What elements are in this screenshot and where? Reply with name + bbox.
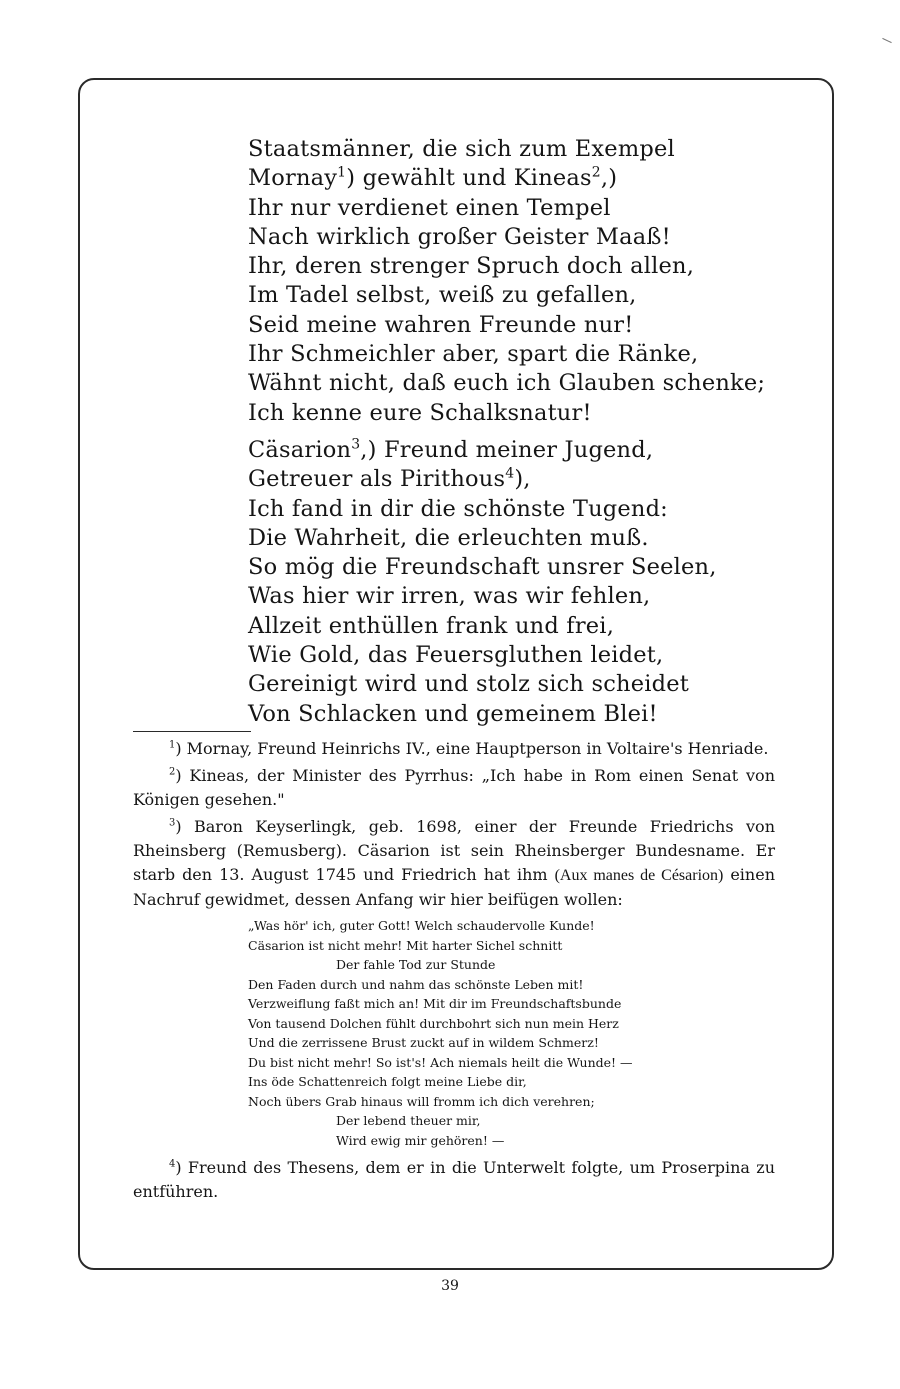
verse-text: Allzeit enthüllen frank und frei, [248,612,615,639]
verse-text: Ihr nur verdienet einen Tempel [248,194,611,221]
quote-line: Wird ewig mir gehören! — [336,1132,505,1148]
footnote-reference: 1 [337,164,347,181]
quote-line: Noch übers Grab hinaus will fromm ich dich verehren; [248,1093,595,1109]
footnote-reference: 2 [591,164,601,181]
quote-line: Der lebend theuer mir, [336,1113,481,1128]
verse-text: Gereinigt wird und stolz sich scheidet [248,671,689,698]
verse-text: ,) Freund meiner Jugend, [360,436,654,463]
footnote-marker: 2 [169,766,176,778]
footnote-marker: 4 [169,1158,176,1170]
verse-text: Im Tadel selbst, weiß zu gefallen, [248,282,637,309]
quote-line: Den Faden durch und nahm das schönste Leben mit! [248,976,584,992]
verse-text: Die Wahrheit, die erleuchten muß. [248,524,649,551]
verse-text: Was hier wir irren, was wir fehlen, [248,583,651,610]
quote-line: Du bist nicht mehr! So ist's! Ach niemals heilt die Wunde! — [248,1054,633,1070]
footnote-text: ) Baron Keyserlingk, geb. 1698, einer der Freunde Friedrichs von Rheinsberg (Remusberg). Cäsarion ist sein Rheinsberger Bundesname. Er starb den 13. August 1745 und Friedrich hat ihm [133,817,775,884]
verse-line [248,135,808,164]
verse-text: Ich fand in dir die schönste Tugend: [248,495,668,522]
verse-line [248,670,808,699]
verse-line [248,252,808,281]
footnote-divider [133,731,251,732]
verse-line [248,194,808,223]
verse-text: Seid meine wahren Freunde nur! [248,311,634,338]
verse-line [248,281,808,310]
verse-text: Mornay [248,165,338,192]
verse-text: Staatsmänner, die sich zum Exempel [248,136,675,162]
verse-text: ) gewählt und Kineas [346,165,592,192]
footnote-1 [133,737,775,761]
verse-line [248,340,808,369]
verse-line [248,495,808,524]
footnote-text: ) Freund des Thesens, dem er in die Unterwelt folgte, um Proserpina zu entführen. [133,1158,775,1201]
verse-text: Von Schlacken und gemeinem Blei! [248,700,658,727]
quote-line: Ins öde Schattenreich folgt meine Liebe dir, [248,1074,527,1089]
verse-text: Getreuer als Pirithous [248,466,506,493]
quote-line: Verzweiflung faßt mich an! Mit dir im Freundschaftsbunde [248,996,622,1011]
verse-line [248,553,808,582]
footnote-4 [133,1156,775,1204]
footnote-2 [133,764,775,812]
footnote-text: ) Kineas, der Minister des Pyrrhus: „Ich habe in Rom einen Senat von Königen gesehen." [133,766,775,809]
footnote-marker: 3 [169,817,176,829]
verse-text: Ihr Schmeichler aber, spart die Ränke, [248,341,699,368]
quote-line: Der fahle Tod zur Stunde [336,957,496,972]
verse-line [248,524,808,553]
verse-line [248,700,808,729]
verse-line [248,582,808,611]
footnote-marker: 1 [169,739,176,751]
footnote-reference: 3 [351,436,361,453]
verse-text: Wähnt nicht, daß euch ich Glauben schenke; [248,370,766,397]
stanza-2 [248,436,808,729]
stanza-1 [248,135,808,428]
quote-line: Von tausend Dolchen fühlt durchbohrt sich nun mein Herz [248,1015,619,1031]
footnote-reference: 4 [505,465,515,482]
verse-text: Wie Gold, das Feuersgluthen leidet, [248,642,664,669]
verse-line [248,369,808,398]
poem [248,135,808,729]
verse-line [248,164,808,193]
verse-line [248,612,808,641]
verse-line [248,436,808,465]
footnotes [133,737,775,1204]
footnote-3 [133,815,775,912]
verse-text: Ihr, deren strenger Spruch doch allen, [248,253,695,280]
footnote-latin-title: (Aux manes de Césarion) [554,867,724,884]
verse-text: So mög die Freundschaft unsrer Seelen, [248,554,717,581]
quote-line: „Was hör' ich, guter Gott! Welch schaudervolle Kunde! [248,918,595,933]
verse-line [248,223,808,252]
verse-line [248,399,808,428]
verse-text: Nach wirklich großer Geister Maaß! [248,223,671,250]
footnote-text: einen Nachruf gewidmet, dessen Anfang wir hier beifügen wollen: [133,865,775,909]
verse-text: Cäsarion [248,436,352,463]
verse-text: ,) [600,165,618,192]
footnote-text: ) Mornay, Freund Heinrichs IV., eine Hauptperson in Voltaire's Henriade. [175,739,769,758]
page-number: 39 [441,1278,459,1294]
quoted-poem [248,916,775,1150]
verse-line [248,465,808,494]
quote-line: Cäsarion ist nicht mehr! Mit harter Sichel schnitt [248,937,563,953]
verse-line [248,311,808,340]
scan-mark [882,38,891,43]
verse-text: ), [514,466,531,493]
verse-text: Ich kenne eure Schalksnatur! [248,399,592,426]
quote-line: Und die zerrissene Brust zuckt auf in wildem Schmerz! [248,1035,599,1050]
verse-line [248,641,808,670]
